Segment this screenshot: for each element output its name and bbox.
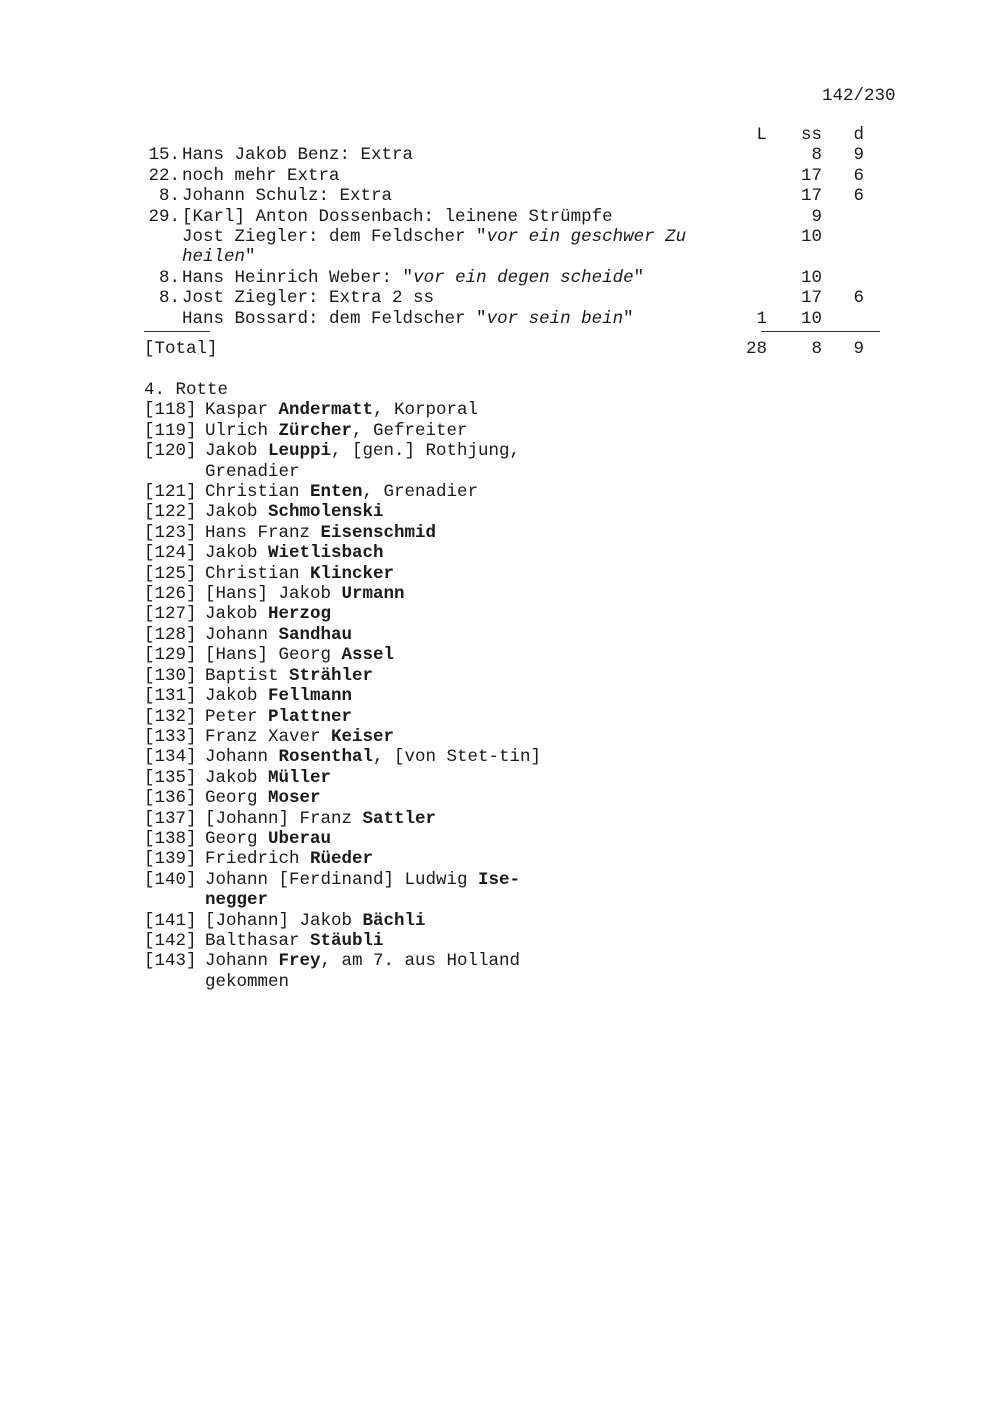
roster-entry	[144, 584, 644, 604]
roster-entry	[144, 523, 644, 543]
roster-name	[205, 564, 545, 584]
row-quote-close: "	[623, 308, 634, 329]
roster-list	[144, 400, 644, 992]
roster-number: [125]	[144, 563, 197, 584]
roster-surname: Eisenschmid	[320, 522, 437, 543]
roster-entry	[144, 727, 644, 747]
roster-title: 4. Rotte	[144, 380, 229, 400]
total-label: [Total]	[144, 339, 218, 360]
row-day: 22.	[148, 165, 180, 186]
roster-name	[205, 482, 545, 502]
roster-first-name: Hans Franz	[205, 522, 321, 543]
row-text: leinene Strümpfe	[434, 206, 613, 227]
roster-name	[205, 625, 545, 645]
roster-first-name: Georg	[205, 828, 269, 849]
roster-entry	[144, 543, 644, 563]
roster-note: , [von Stet-tin]	[373, 747, 542, 768]
row-day: 8.	[158, 186, 180, 207]
roster-name	[205, 400, 545, 420]
roster-number: [124]	[144, 543, 197, 564]
roster-number: [133]	[144, 726, 197, 747]
roster-surname: Plattner	[268, 706, 353, 727]
row-name: Jost Ziegler:	[182, 227, 319, 248]
roster-number: [136]	[144, 788, 197, 809]
roster-number: [137]	[144, 808, 197, 829]
roster-surname: Keiser	[331, 726, 395, 747]
row-description	[182, 207, 717, 227]
roster-entry	[144, 788, 644, 808]
roster-entry	[144, 686, 644, 706]
row-ss: 17	[800, 165, 822, 186]
row-d: 9	[853, 145, 864, 166]
roster-note: , Gefreiter	[352, 420, 468, 441]
row-day: 8.	[158, 288, 180, 309]
row-ss: 10	[800, 308, 822, 329]
roster-number: [131]	[144, 686, 197, 707]
account-row	[144, 288, 884, 308]
roster-name	[205, 645, 545, 665]
roster-first-name: Johann [Ferdinand] Ludwig	[205, 869, 479, 890]
roster-number: [139]	[144, 849, 197, 870]
row-quote: vor ein degen scheide	[413, 267, 634, 288]
account-row	[144, 145, 884, 165]
roster-name	[205, 829, 545, 849]
roster-entry	[144, 666, 644, 686]
row-description	[182, 268, 717, 288]
roster-first-name: Georg	[205, 788, 269, 809]
roster-number: [134]	[144, 747, 197, 768]
roster-name	[205, 523, 545, 543]
roster-name	[205, 809, 545, 829]
roster-name	[205, 421, 545, 441]
roster-number: [142]	[144, 930, 197, 951]
roster-entry	[144, 931, 644, 951]
roster-first-name: Christian	[205, 482, 311, 503]
roster-surname: Uberau	[268, 828, 332, 849]
roster-name	[205, 951, 545, 992]
roster-number: [122]	[144, 502, 197, 523]
roster-surname: Leuppi	[268, 441, 332, 462]
roster-name	[205, 768, 545, 788]
account-row	[144, 309, 884, 329]
roster-note: , Korporal	[373, 400, 479, 421]
roster-first-name: Franz Xaver	[205, 726, 332, 747]
roster-number: [127]	[144, 604, 197, 625]
roster-surname: Enten	[310, 482, 363, 503]
roster-first-name: Balthasar	[205, 930, 311, 951]
roster-surname: Assel	[341, 645, 395, 666]
roster-entry	[144, 911, 644, 931]
roster-number: [138]	[144, 828, 197, 849]
roster-surname: Müller	[268, 767, 332, 788]
roster-first-name: Ulrich	[205, 420, 279, 441]
roster-name	[205, 441, 545, 482]
roster-entry	[144, 951, 644, 992]
row-ss: 9	[811, 206, 822, 227]
roster-entry	[144, 441, 644, 482]
row-name: Hans Heinrich Weber:	[182, 267, 393, 288]
roster-first-name: Jakob	[205, 686, 269, 707]
roster-number: [128]	[144, 624, 197, 645]
roster-first-name: Johann	[205, 951, 279, 972]
roster-entry	[144, 809, 644, 829]
row-quote: vor sein bein	[486, 308, 624, 329]
account-total-row	[144, 339, 884, 359]
roster-name	[205, 707, 545, 727]
row-description	[182, 166, 717, 186]
row-text: "	[392, 267, 414, 288]
row-name: Jost Ziegler:	[182, 288, 319, 309]
roster-entry	[144, 564, 644, 584]
roster-number: [141]	[144, 910, 197, 931]
roster-surname: Rüeder	[310, 849, 374, 870]
page-number: 142/230	[822, 86, 896, 106]
row-day: 15.	[148, 145, 180, 166]
roster-first-name: Christian	[205, 563, 311, 584]
roster-entry	[144, 829, 644, 849]
row-text: Extra 2 ss	[318, 288, 435, 309]
account-row	[144, 227, 884, 268]
roster-entry	[144, 604, 644, 624]
divider-sum	[761, 331, 880, 332]
roster-first-name: Jakob	[205, 543, 269, 564]
roster-name	[205, 747, 545, 767]
roster-entry	[144, 747, 644, 767]
row-description	[182, 309, 717, 329]
row-ss: 10	[800, 227, 822, 248]
roster-name	[205, 604, 545, 624]
row-name: Hans Bossard:	[182, 308, 319, 329]
roster-first-name: Friedrich	[205, 849, 311, 870]
header-ss: ss	[800, 125, 822, 145]
roster-entry	[144, 482, 644, 502]
row-d: 6	[853, 186, 864, 207]
roster-surname: Strähler	[289, 665, 374, 686]
row-description	[182, 227, 717, 268]
roster-number: [123]	[144, 522, 197, 543]
row-day: 29.	[148, 206, 180, 227]
roster-name	[205, 727, 545, 747]
row-text: dem Feldscher "	[318, 227, 487, 248]
roster-first-name: Peter	[205, 706, 269, 727]
roster-name	[205, 788, 545, 808]
roster-surname: Sattler	[362, 808, 437, 829]
row-ss: 17	[800, 186, 822, 207]
total-L: 28	[745, 339, 767, 360]
roster-surname: Andermatt	[278, 400, 374, 421]
row-ss: 8	[811, 145, 822, 166]
roster-surname: Sandhau	[278, 624, 353, 645]
row-description	[182, 288, 717, 308]
roster-surname: Frey	[278, 951, 321, 972]
roster-number: [121]	[144, 482, 197, 503]
roster-first-name: Jakob	[205, 502, 269, 523]
roster-number: [140]	[144, 869, 197, 890]
row-name: noch mehr Extra	[182, 165, 340, 186]
roster-name	[205, 870, 545, 911]
row-text: dem Feldscher "	[318, 308, 487, 329]
roster-number: [129]	[144, 645, 197, 666]
roster-first-name: [Hans] Jakob	[205, 584, 342, 605]
roster-entry	[144, 400, 644, 420]
row-day: 8.	[158, 267, 180, 288]
row-ss: 17	[800, 288, 822, 309]
roster-name	[205, 584, 545, 604]
roster-entry	[144, 768, 644, 788]
roster-surname: Wietlisbach	[268, 543, 384, 564]
roster-surname: Bächli	[362, 910, 426, 931]
roster-entry	[144, 849, 644, 869]
roster-name	[205, 911, 545, 931]
row-ss: 10	[800, 267, 822, 288]
total-d: 9	[853, 339, 864, 360]
roster-number: [120]	[144, 441, 197, 462]
row-text: Extra	[329, 186, 393, 207]
roster-first-name: Kaspar	[205, 400, 279, 421]
account-rows	[144, 145, 884, 329]
roster-first-name: Jakob	[205, 767, 269, 788]
roster-number: [126]	[144, 584, 197, 605]
row-name: [Karl] Anton Dossenbach:	[182, 206, 435, 227]
roster-note: , am 7. aus Holland gekommen	[205, 951, 521, 992]
row-text: Extra	[350, 145, 414, 166]
row-description	[182, 186, 717, 206]
row-name: Hans Jakob Benz:	[182, 145, 351, 166]
roster-entry	[144, 502, 644, 522]
roster-surname: Moser	[268, 788, 321, 809]
roster-entry	[144, 645, 644, 665]
roster-name	[205, 686, 545, 706]
roster-section	[144, 380, 644, 992]
roster-surname: Ise-negger	[205, 869, 521, 911]
roster-first-name: Baptist	[205, 665, 290, 686]
total-ss: 8	[811, 339, 822, 360]
roster-note: , [gen.] Rothjung, Grenadier	[205, 441, 521, 482]
header-L: L	[756, 125, 767, 145]
roster-surname: Rosenthal	[278, 747, 374, 768]
roster-name	[205, 849, 545, 869]
roster-number: [132]	[144, 706, 197, 727]
roster-surname: Zürcher	[278, 420, 353, 441]
roster-surname: Klincker	[310, 563, 395, 584]
account-row	[144, 166, 884, 186]
roster-first-name: [Johann] Jakob	[205, 910, 363, 931]
roster-note: , Grenadier	[362, 482, 479, 503]
roster-name	[205, 543, 545, 563]
account-table	[144, 125, 884, 359]
roster-surname: Herzog	[268, 604, 332, 625]
row-d: 6	[853, 288, 864, 309]
roster-name	[205, 666, 545, 686]
roster-number: [143]	[144, 951, 197, 972]
divider-left	[144, 331, 210, 332]
roster-entry	[144, 707, 644, 727]
roster-number: [118]	[144, 400, 197, 421]
roster-surname: Schmolenski	[268, 502, 384, 523]
roster-first-name: Jakob	[205, 604, 269, 625]
roster-first-name: [Johann] Franz	[205, 808, 363, 829]
roster-name	[205, 502, 545, 522]
roster-first-name: Johann	[205, 624, 279, 645]
account-row	[144, 186, 884, 206]
roster-entry	[144, 421, 644, 441]
account-row	[144, 268, 884, 288]
row-quote-close: "	[633, 267, 645, 288]
row-quote: vor ein geschwer Zu heilen	[182, 227, 687, 268]
roster-number: [119]	[144, 420, 197, 441]
roster-surname: Stäubli	[310, 930, 384, 951]
roster-name	[205, 931, 545, 951]
row-description	[182, 145, 717, 165]
account-header-row	[144, 125, 884, 145]
roster-first-name: [Hans] Georg	[205, 645, 342, 666]
roster-surname: Fellmann	[268, 686, 353, 707]
row-d: 6	[853, 165, 864, 186]
row-quote-close: "	[245, 247, 256, 268]
roster-number: [135]	[144, 767, 197, 788]
roster-surname: Urmann	[341, 584, 405, 605]
roster-entry	[144, 625, 644, 645]
header-d: d	[853, 125, 864, 145]
roster-entry	[144, 870, 644, 911]
row-L: 1	[756, 308, 767, 329]
row-name: Johann Schulz:	[182, 186, 330, 207]
account-row	[144, 207, 884, 227]
roster-first-name: Johann	[205, 747, 279, 768]
roster-first-name: Jakob	[205, 441, 269, 462]
roster-number: [130]	[144, 665, 197, 686]
